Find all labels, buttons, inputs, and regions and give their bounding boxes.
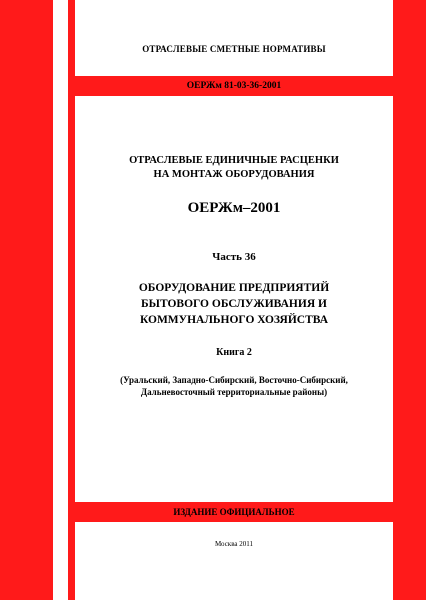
pricing-heading [75,154,393,182]
book-label: Книга 2 [216,347,252,358]
white-gap [53,0,68,600]
main-title: ОЕРЖм–2001 [187,200,281,216]
title-line-2: БЫТОВОГО ОБСЛУЖИВАНИЯ И [141,298,327,310]
title-line-1: ОБОРУДОВАНИЕ ПРЕДПРИЯТИЙ [138,282,330,294]
pricing-line-1: ОТРАСЛЕВЫЕ ЕДИНИЧНЫЕ РАСЦЕНКИ [129,155,339,166]
standards-header: ОТРАСЛЕВЫЕ СМЕТНЫЕ НОРМАТИВЫ [142,44,326,54]
pricing-line-2: НА МОНТАЖ ОБОРУДОВАНИЯ [153,169,315,180]
part-label: Часть 36 [212,251,256,263]
official-edition: ИЗДАНИЕ ОФИЦИАЛЬНОЕ [173,507,295,517]
city-year: Москва 2011 [214,540,254,548]
title-line-3: КОММУНАЛЬНОГО ХОЗЯЙСТВА [139,314,329,326]
section-title [75,280,393,328]
regions-line-2: Дальневосточный территориальные районы) [140,387,328,397]
regions-line-1: (Уральский, Западно-Сибирский, Восточно-Сибирский, [120,375,348,385]
regions-note [75,374,393,398]
document-code: ОЕРЖм 81-03-36-2001 [186,81,282,91]
